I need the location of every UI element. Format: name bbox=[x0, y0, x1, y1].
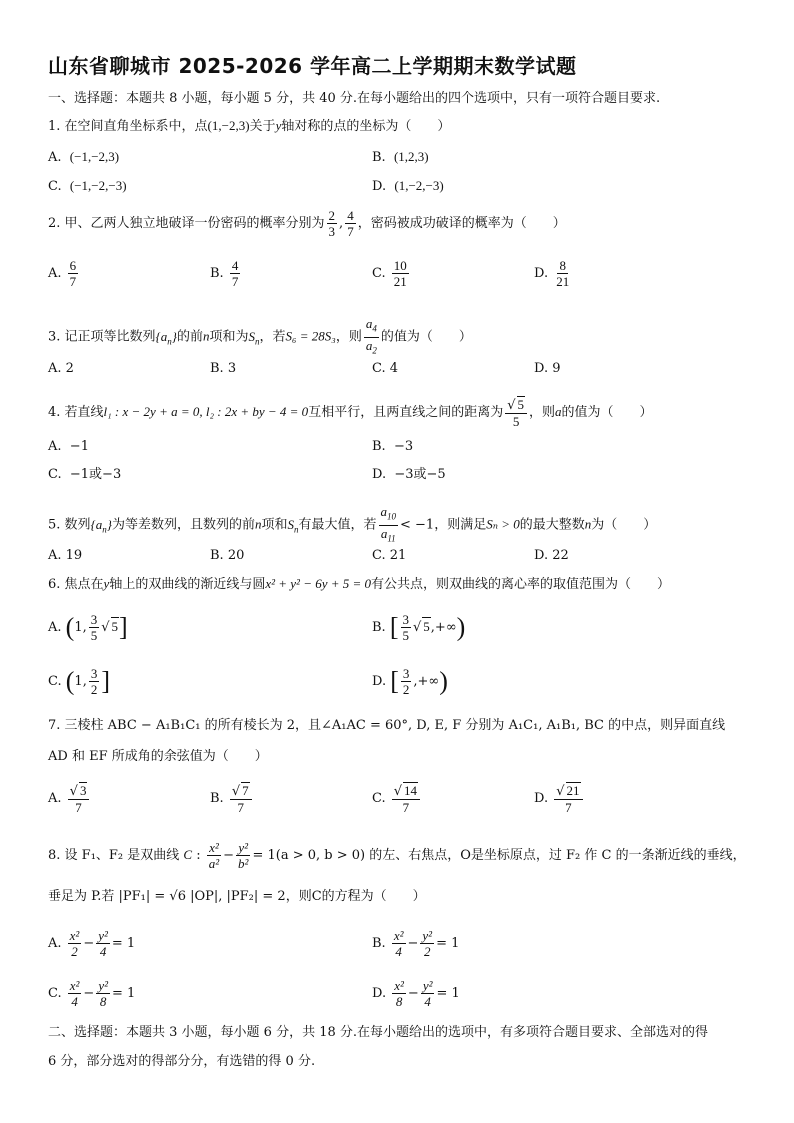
section1-heading: 一、选择题：本题共 8 小题，每小题 5 分，共 40 分.在每小题给出的四个选项中，只有一项符合题目要求. bbox=[48, 91, 661, 106]
q8-option-b: B. $\frac{\text{x²}}{4}$ − $\frac{\text{y²}}{2}$ = 1 bbox=[372, 928, 460, 959]
question-3: 3. 记正项等比数列$\{a_n\}$的前n项和为$S_n$，若S₆ = 28S₃，则 $\frac{a_4}{a_2}$ 的值为（ ） bbox=[48, 316, 472, 356]
question-8-line-1: 8. 设 F₁、F₂ 是双曲线 C : $\frac{\text{x²}}{\text{a²}}$ − $\frac{\text{y²}}{\text{b²}}$ = 1(a > 0, b > 0) 的左、右焦点，O是坐标原点，过 F₂ 作 C 的一条渐近线的垂线， bbox=[48, 840, 746, 871]
q7-option-a: A. $\frac{√ 3}{7}$ bbox=[48, 782, 91, 815]
question-5: 5. 数列$\{a_n\}$为等差数列，且数列的前n项和$S_n$有最大值，若 $\frac{a_{10}}{a_{11}}$ < −1，则满足Sₙ > 0的最大整数n为（ ） bbox=[48, 504, 657, 544]
q8-option-c: C. $\frac{\text{x²}}{4}$ − $\frac{\text{y²}}{8}$ = 1 bbox=[48, 978, 136, 1009]
q5-option-c: C. 21 bbox=[372, 548, 407, 563]
q1-option-d: D. (1,−2,−3) bbox=[372, 178, 444, 194]
q6-option-d: D. [ $\frac{3}{2}$ ,+∞) bbox=[372, 666, 448, 697]
q1-option-c: C. (−1,−2,−3) bbox=[48, 178, 127, 194]
q4-option-d: D. −3或−5 bbox=[372, 467, 446, 482]
page-title: 山东省聊城市 2025-2026 学年高二上学期期末数学试题 bbox=[48, 54, 577, 78]
q6-option-a: A. (1, $\frac{3}{5}$ √ 5] bbox=[48, 612, 128, 643]
q3-option-b: B. 3 bbox=[210, 361, 237, 376]
q3-option-c: C. 4 bbox=[372, 361, 399, 376]
question-1: 1. 在空间直角坐标系中，点(1,−2,3)关于y轴对称的点的坐标为（ ） bbox=[48, 118, 451, 134]
q3-option-d: D. 9 bbox=[534, 361, 561, 376]
q2-option-c: C. $\frac{10}{21}$ bbox=[372, 258, 407, 289]
q6-option-b: B. [ $\frac{3}{5}$ √ 5,+∞) bbox=[372, 612, 466, 643]
q4-option-a: A. −1 bbox=[48, 439, 89, 454]
q4-option-c: C. −1或−3 bbox=[48, 467, 122, 482]
q2-option-b: B. $\frac{4}{7}$ bbox=[210, 258, 239, 289]
q1-option-a: A. (−1,−2,3) bbox=[48, 149, 120, 165]
question-2: 2. 甲、乙两人独立地破译一份密码的概率分别为 $\frac{2}{3}$ , $\frac{4}{7}$ ，密码被成功破译的概率为（ ） bbox=[48, 208, 566, 239]
q6-option-c: C. (1, $\frac{3}{2}$ ] bbox=[48, 666, 110, 697]
section2-heading-line-2: 6 分，部分选对的得部分分，有选错的得 0 分. bbox=[48, 1054, 316, 1069]
q2-option-a: A. $\frac{6}{7}$ bbox=[48, 258, 77, 289]
q3-option-a: A. 2 bbox=[48, 361, 74, 376]
q7-option-b: B. $\frac{√ 7}{7}$ bbox=[210, 782, 254, 815]
q2-option-d: D. $\frac{8}{21}$ bbox=[534, 258, 570, 289]
q5-option-d: D. 22 bbox=[534, 548, 569, 563]
q8-option-d: D. $\frac{\text{x²}}{8}$ − $\frac{\text{y²}}{4}$ = 1 bbox=[372, 978, 460, 1009]
question-4: 4. 若直线l₁ : x − 2y + a = 0, l₂ : 2x + by − 4 = 0互相平行，且两直线之间的距离为 $\frac{√ 5}{5}$ ，则a的值为（ ） bbox=[48, 397, 653, 429]
question-8-line-2: 垂足为 P.若 |PF₁| = √6 |OP|, |PF₂| = 2，则C的方程为（ ） bbox=[48, 889, 426, 904]
q4-option-b: B. −3 bbox=[372, 439, 414, 454]
question-7-line-1: 7. 三棱柱 ABC − A₁B₁C₁ 的所有棱长为 2，且∠A₁AC = 60°, D, E, F 分别为 A₁C₁, A₁B₁, BC 的中点，则异面直线 bbox=[48, 718, 726, 733]
q5-option-a: A. 19 bbox=[48, 548, 83, 563]
q7-option-d: D. $\frac{√ 21}{7}$ bbox=[534, 782, 585, 815]
question-7-line-2: AD 和 EF 所成角的余弦值为（ ） bbox=[48, 749, 268, 764]
q1-option-b: B. (1,2,3) bbox=[372, 149, 429, 165]
question-6: 6. 焦点在y轴上的双曲线的渐近线与圆x² + y² − 6y + 5 = 0有公共点，则双曲线的离心率的取值范围为（ ） bbox=[48, 576, 671, 592]
q7-option-c: C. $\frac{√ 14}{7}$ bbox=[372, 782, 422, 815]
q5-option-b: B. 20 bbox=[210, 548, 245, 563]
section2-heading-line-1: 二、选择题：本题共 3 小题，每小题 6 分，共 18 分.在每小题给出的选项中，有多项符合题目要求、全部选对的得 bbox=[48, 1025, 709, 1040]
q8-option-a: A. $\frac{\text{x²}}{2}$ − $\frac{\text{y²}}{4}$ = 1 bbox=[48, 928, 136, 959]
